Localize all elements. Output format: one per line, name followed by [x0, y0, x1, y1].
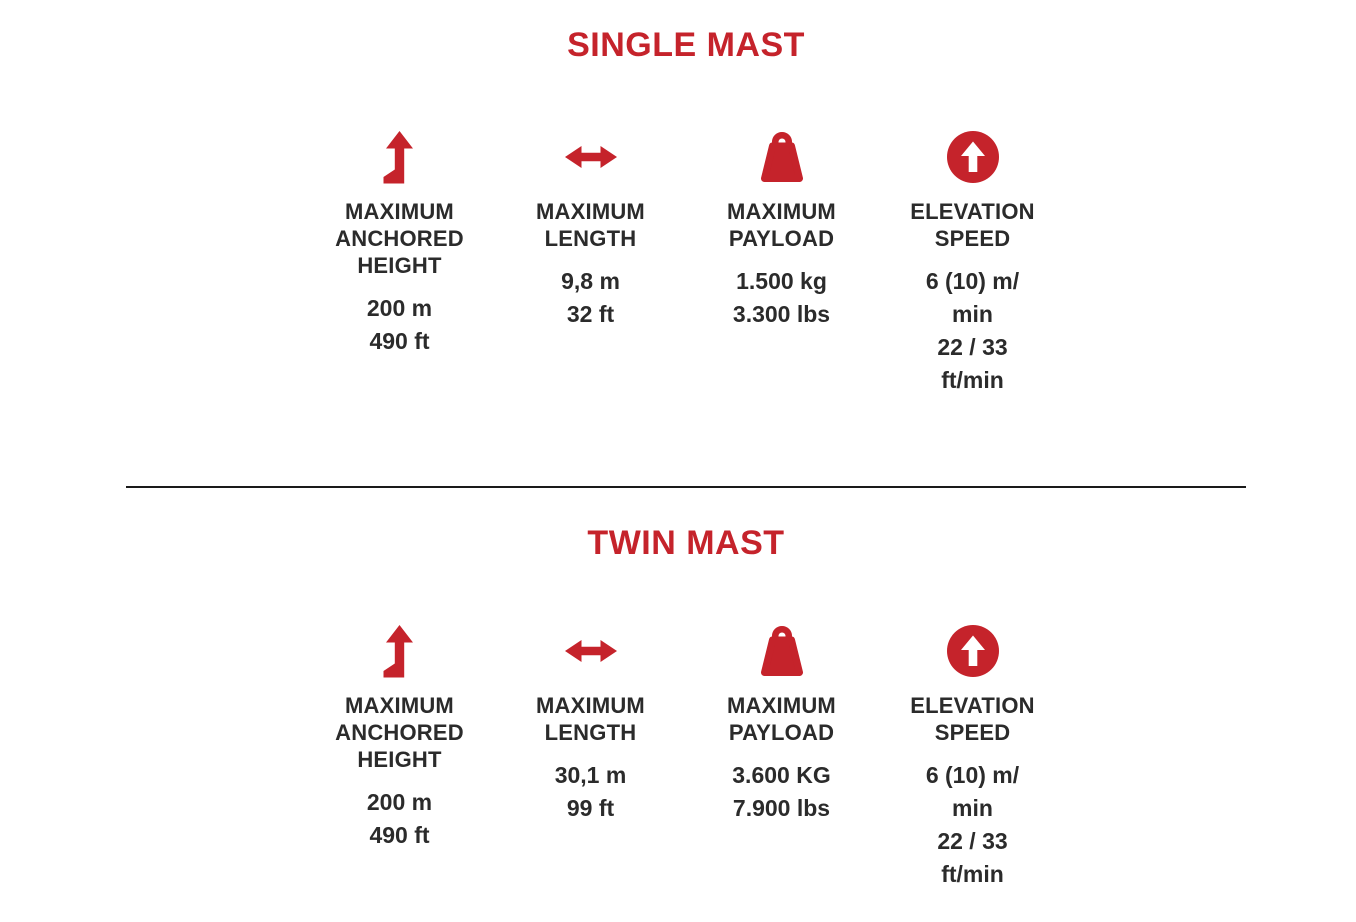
spec-column-elevation-speed — [894, 624, 1052, 891]
spec-label-line: SPEED — [934, 226, 1011, 251]
spec-value-line: 6 (10) m/ — [925, 268, 1020, 294]
spec-value-line: min — [952, 795, 993, 821]
spec-column-length — [512, 624, 670, 891]
spec-label — [894, 198, 1052, 252]
spec-values — [321, 786, 479, 852]
spec-value-line: 6 (10) m/ — [925, 762, 1020, 788]
spec-value-line: 32 ft — [566, 301, 615, 327]
spec-value-line: 200 m — [366, 789, 433, 815]
spec-label-line: PAYLOAD — [728, 720, 835, 745]
spec-label — [703, 198, 861, 252]
section-title: TWIN MAST — [587, 524, 785, 562]
spec-values — [512, 759, 670, 825]
spec-label — [321, 692, 479, 773]
section-title: SINGLE MAST — [567, 26, 805, 64]
spec-label — [321, 198, 479, 279]
spec-label-line: ANCHORED — [335, 226, 464, 251]
spec-value-line: 1.500 kg — [736, 268, 827, 294]
spec-value-line: ft/min — [941, 367, 1004, 393]
spec-column-payload — [703, 130, 861, 397]
spec-label-line: LENGTH — [544, 226, 637, 251]
spec-column-anchored-height — [321, 130, 479, 397]
spec-label-line: HEIGHT — [357, 253, 442, 278]
spec-label-line: MAXIMUM — [536, 199, 645, 224]
spec-label-line: MAXIMUM — [727, 693, 836, 718]
spec-label-line: MAXIMUM — [727, 199, 836, 224]
spec-value-line: 9,8 m — [561, 268, 620, 294]
section-single-mast — [8, 0, 1356, 397]
spec-value-line: 200 m — [366, 295, 433, 321]
length-double-arrow-icon — [512, 130, 670, 184]
spec-column-anchored-height — [321, 624, 479, 891]
spec-label-line: MAXIMUM — [536, 693, 645, 718]
spec-sheet — [8, 0, 1356, 891]
spec-value-line: 7.900 lbs — [732, 795, 831, 821]
spec-label-line: ELEVATION — [910, 693, 1035, 718]
spec-values — [703, 265, 861, 331]
spec-values — [512, 265, 670, 331]
spec-label-line: ELEVATION — [910, 199, 1035, 224]
spec-value-line: 3.600 KG — [732, 762, 831, 788]
spec-value-line: 99 ft — [566, 795, 615, 821]
spec-values — [703, 759, 861, 825]
spec-value-line: 3.300 lbs — [732, 301, 831, 327]
spec-label-line: MAXIMUM — [345, 693, 454, 718]
spec-label-line: MAXIMUM — [345, 199, 454, 224]
payload-weight-icon — [703, 624, 861, 678]
height-arrow-icon — [321, 130, 479, 184]
spec-values — [894, 265, 1052, 397]
spec-label-line: SPEED — [934, 720, 1011, 745]
spec-columns-row — [8, 624, 1356, 891]
spec-label-line: ANCHORED — [335, 720, 464, 745]
payload-weight-icon — [703, 130, 861, 184]
spec-label-line: PAYLOAD — [728, 226, 835, 251]
spec-values — [321, 292, 479, 358]
spec-value-line: 30,1 m — [554, 762, 627, 788]
elevation-speed-icon — [894, 624, 1052, 678]
spec-label — [894, 692, 1052, 746]
spec-value-line: 22 / 33 — [937, 828, 1008, 854]
spec-label — [512, 692, 670, 746]
spec-label-line: LENGTH — [544, 720, 637, 745]
spec-value-line: 490 ft — [369, 328, 430, 354]
spec-value-line: min — [952, 301, 993, 327]
section-twin-mast — [8, 488, 1356, 891]
spec-column-elevation-speed — [894, 130, 1052, 397]
spec-value-line: 22 / 33 — [937, 334, 1008, 360]
spec-column-length — [512, 130, 670, 397]
spec-column-payload — [703, 624, 861, 891]
spec-value-line: 490 ft — [369, 822, 430, 848]
spec-value-line: ft/min — [941, 861, 1004, 887]
height-arrow-icon — [321, 624, 479, 678]
spec-label — [512, 198, 670, 252]
spec-columns-row — [8, 130, 1356, 397]
spec-values — [894, 759, 1052, 891]
spec-label-line: HEIGHT — [357, 747, 442, 772]
length-double-arrow-icon — [512, 624, 670, 678]
elevation-speed-icon — [894, 130, 1052, 184]
spec-label — [703, 692, 861, 746]
